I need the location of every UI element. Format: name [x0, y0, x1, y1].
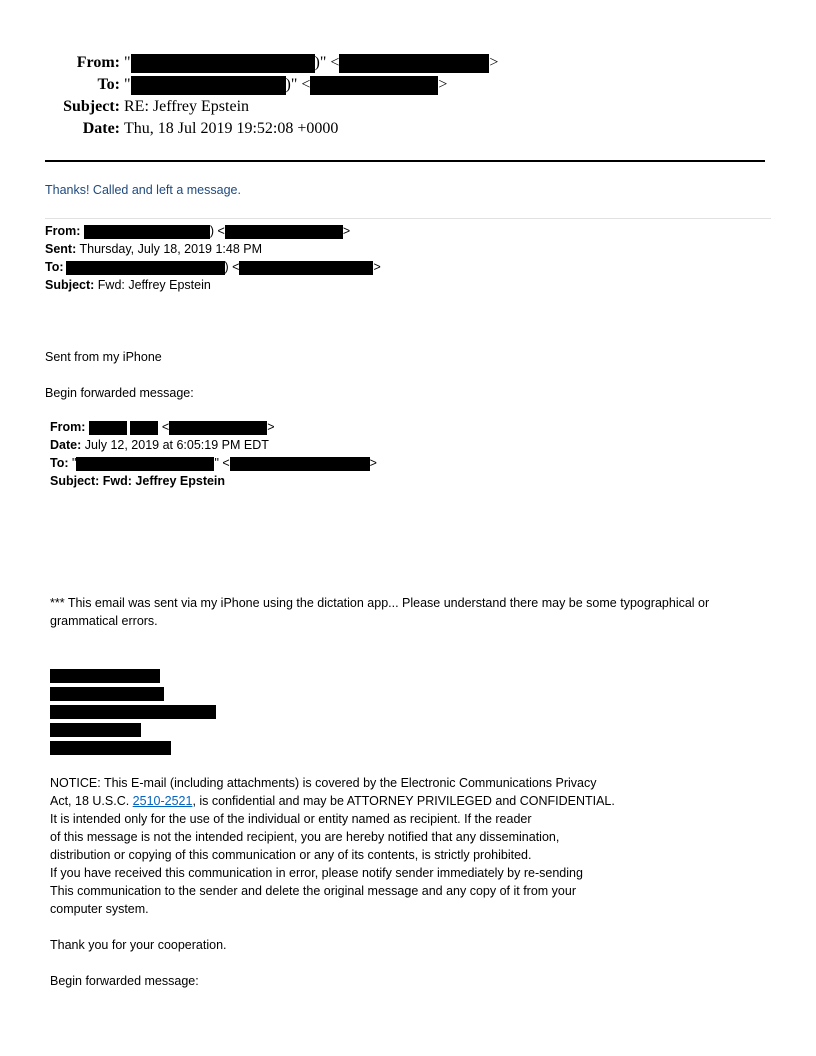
- notice-line-4: of this message is not the intended recipient, you are hereby notified that any dissemination,: [50, 830, 560, 844]
- header-date-value: Thu, 18 Jul 2019 19:52:08 +0000: [124, 120, 339, 137]
- redacted-signature-line: [50, 723, 141, 737]
- redacted-email: [339, 54, 489, 73]
- header-to-row: To: " )" < >: [0, 75, 447, 95]
- notice-line-7: This communication to the sender and delete the original message and any copy of it from your: [50, 884, 576, 898]
- redacted-email: [310, 76, 438, 95]
- header-from-row: From: " )" < >: [0, 53, 498, 73]
- header-subject-row: [0, 97, 249, 117]
- redacted-email: [239, 261, 373, 275]
- fwd1-subject-value: Fwd: Jeffrey Epstein: [97, 278, 211, 292]
- header-divider: [45, 160, 765, 162]
- redacted-email: [225, 225, 343, 239]
- header-subject-value: RE: Jeffrey Epstein: [124, 98, 250, 115]
- redacted-email: [169, 421, 267, 435]
- dictation-note-line-2: grammatical errors.: [50, 614, 158, 628]
- header-to-label: To:: [97, 76, 120, 93]
- begin-forwarded-2: Begin forwarded message:: [50, 974, 199, 988]
- fwd1-subject-row: Subject: Fwd: Jeffrey Epstein: [45, 278, 211, 292]
- fwd2-to-row: To: " " < >: [50, 456, 377, 470]
- header-date-label: Date:: [82, 120, 120, 137]
- fwd1-from-row: From: ) < >: [45, 224, 351, 238]
- header-from-label: From:: [76, 54, 120, 71]
- notice-line-8: computer system.: [50, 902, 149, 916]
- usc-citation-link[interactable]: 2510-2521: [132, 794, 193, 808]
- redacted-name: [131, 76, 286, 95]
- fwd2-date-value: July 12, 2019 at 6:05:19 PM EDT: [84, 438, 269, 452]
- notice-line-2: Act, 18 U.S.C. 2510-2521, is confidential and may be ATTORNEY PRIVILEGED and CONFIDENTIAL.: [50, 794, 615, 808]
- redacted-signature-line: [50, 741, 171, 755]
- redacted-email: [230, 457, 370, 471]
- thanks-line: Thank you for your cooperation.: [50, 938, 227, 952]
- redacted-signature-line: [50, 687, 164, 701]
- fwd2-date-row: Date: July 12, 2019 at 6:05:19 PM EDT: [50, 438, 269, 452]
- fwd1-to-row: To: ) < >: [45, 260, 381, 274]
- header-date-row: [0, 119, 338, 139]
- redacted-last-name: [130, 421, 158, 435]
- redacted-name: [76, 457, 214, 471]
- notice-line-1: NOTICE: This E-mail (including attachments) is covered by the Electronic Communications Privacy: [50, 776, 597, 790]
- fwd1-sent-row: Sent: Thursday, July 18, 2019 1:48 PM: [45, 242, 263, 256]
- redacted-name: [84, 225, 210, 239]
- redacted-signature-line: [50, 705, 216, 719]
- fwd2-subject-row: Subject: Fwd: Jeffrey Epstein: [50, 474, 226, 488]
- redacted-name: [131, 54, 315, 73]
- fwd2-subject-value: Fwd: Jeffrey Epstein: [102, 474, 226, 488]
- fwd2-from-row: From: < >: [50, 420, 275, 434]
- reply-separator: [45, 218, 771, 219]
- redacted-first-name: [89, 421, 127, 435]
- begin-forwarded-1: Begin forwarded message:: [45, 386, 194, 400]
- notice-line-3: It is intended only for the use of the individual or entity named as recipient. If the reader: [50, 812, 532, 826]
- redacted-name: [66, 261, 225, 275]
- redacted-signature-line: [50, 669, 160, 683]
- iphone-signature: Sent from my iPhone: [45, 350, 162, 364]
- header-subject-label: Subject:: [63, 98, 120, 115]
- reply-body: Thanks! Called and left a message.: [45, 183, 241, 197]
- notice-line-6: If you have received this communication in error, please notify sender immediately by re-sending: [50, 866, 583, 880]
- notice-line-5: distribution or copying of this communication or any of its contents, is strictly prohibited.: [50, 848, 532, 862]
- fwd1-sent-value: Thursday, July 18, 2019 1:48 PM: [79, 242, 263, 256]
- dictation-note-line-1: *** This email was sent via my iPhone using the dictation app... Please understand there may be some typographical or: [50, 596, 710, 610]
